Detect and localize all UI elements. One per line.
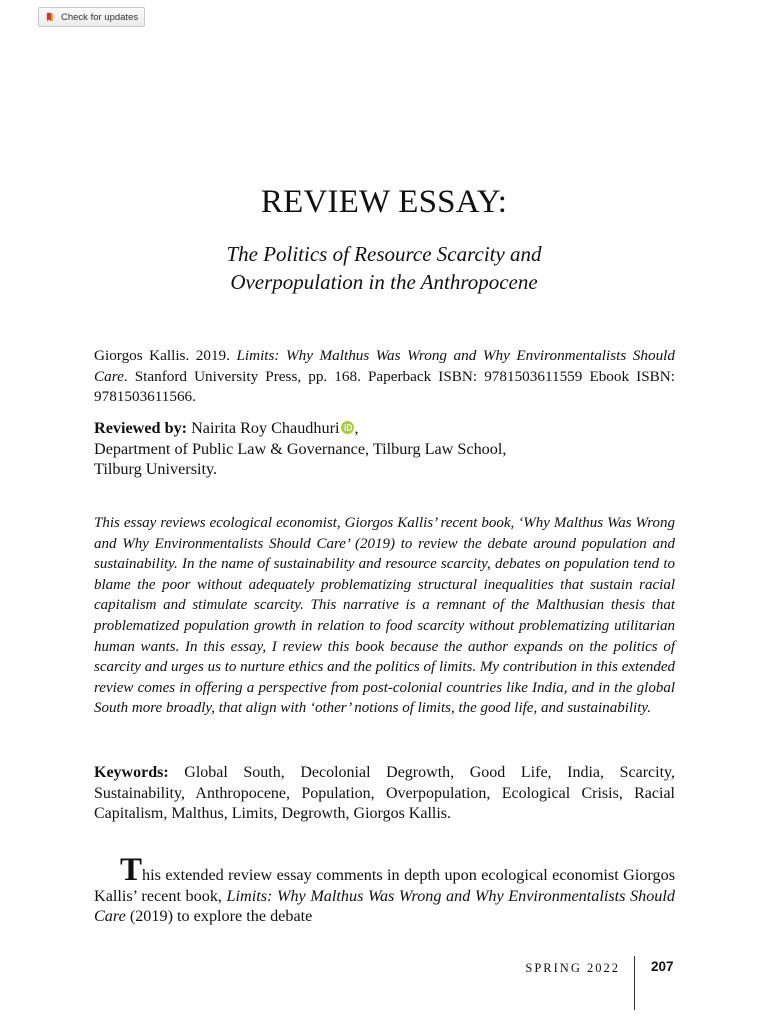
reviewer-name: Nairita Roy Chaudhuri: [187, 419, 340, 437]
reviewer-line: [94, 418, 675, 439]
reviewer-label: Reviewed by:: [94, 419, 188, 437]
orcid-icon[interactable]: [341, 419, 354, 432]
book-citation: [94, 346, 675, 408]
drop-cap: T: [120, 852, 143, 888]
subtitle-line-1: The Politics of Resource Scarcity and: [226, 242, 542, 266]
keywords-list: Global South, Decolonial Degrowth, Good Life, India, Scarcity, Sustainability, Anthropocene, Population, Overpopulation, Ecological Crisis, Racial Capitalism, Malthus, Limits, Degrowth, Giorgos Kallis.: [94, 764, 675, 823]
keywords: [94, 763, 675, 825]
keywords-label: Keywords:: [94, 764, 169, 781]
check-for-updates-icon: [44, 11, 56, 23]
subtitle-line-2: Overpopulation in the Anthropocene: [230, 270, 538, 294]
page-number: 207: [651, 959, 674, 974]
page-title: REVIEW ESSAY:: [260, 184, 508, 220]
reviewer-info: [94, 418, 675, 480]
body-paragraph: [94, 852, 675, 927]
reviewer-punctuation: ,: [354, 419, 359, 437]
body-book-title: Limits: Why Malthus Was Wrong and Why Environmentalists Should Care: [94, 886, 675, 925]
reviewer-affiliation-line-2: Tilburg University.: [94, 460, 218, 478]
check-for-updates-button[interactable]: [38, 7, 145, 27]
body-text-end: (2019) to explore the debate: [125, 907, 313, 925]
footer-issue: SPRING 2022: [525, 961, 620, 975]
reviewer-affiliation-line-1: Department of Public Law & Governance, Tilburg Law School,: [94, 439, 507, 458]
citation-author-year: Giorgos Kallis. 2019.: [94, 347, 237, 364]
body-text-start: his extended review essay comments in depth upon ecological economist Giorgos Kallis’ recent book,: [94, 866, 675, 905]
abstract: This essay reviews ecological economist, Giorgos Kallis’ recent book, ‘Why Malthus Was Wrong and Why Environmentalists Should Care’ (2019) to review the debate around population and sustainability. In the name of sustainability and resource scarcity, debates on population tend to blame the poor without adequately problematizing structural inequalities that sustain racial capitalism and stimulate scarcity. This narrative is a remnant of the Malthusian thesis that problematized population growth in relation to food scarcity without problematizing utilitarian human wants. In this essay, I review this book because the author expands on the politics of scarcity and urges us to nurture ethics and the politics of limits. My contribution in this extended review comes in offering a perspective from post-colonial countries like India, and in the global South more broadly, that align with ‘other’ notions of limits, the good life, and sustainability.: [94, 515, 675, 717]
check-for-updates-label: Check for updates: [61, 11, 139, 23]
citation-book-title: Limits: Why Malthus Was Wrong and Why Environmentalists Should Care: [94, 347, 675, 385]
citation-publisher-info: . Stanford University Press, pp. 168. Paperback ISBN: 9781503611559 Ebook ISBN: 9781503611566.: [94, 367, 675, 405]
page-subtitle: [0, 240, 768, 296]
footer-divider: [634, 956, 635, 1010]
